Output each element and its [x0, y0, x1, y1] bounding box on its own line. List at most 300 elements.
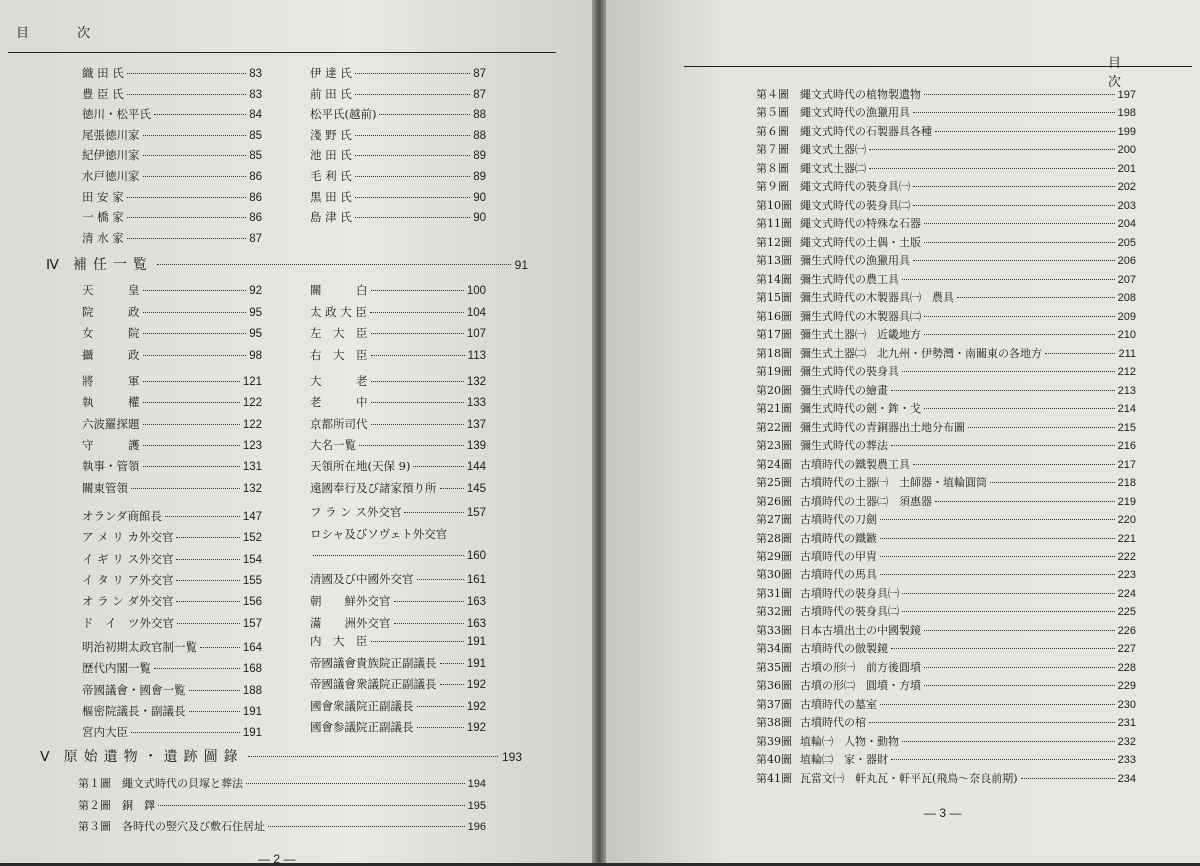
right-figure-entry — [756, 291, 1136, 305]
figure-number: 第８圖 — [756, 161, 789, 175]
col1-entry — [82, 704, 262, 719]
leader-dots — [1021, 778, 1115, 779]
leader-dots — [968, 427, 1115, 428]
entry-label: オランダ商館長 — [82, 509, 163, 523]
entry-page: 83 — [249, 88, 262, 101]
right-header: 目 次 — [1108, 56, 1144, 90]
leader-dots — [143, 424, 240, 425]
figure-title: 彌生式土器㈠ 近畿地方 — [800, 328, 921, 342]
right-figure-entry — [756, 624, 1136, 638]
figure-page: 208 — [1117, 292, 1136, 305]
entry-label: 伊 達 氏 — [310, 66, 352, 80]
leader-dots — [131, 488, 240, 489]
col1-entry — [82, 417, 262, 432]
figure-title: 繩文式土器㈠ — [800, 143, 866, 157]
col1-entry — [82, 459, 262, 474]
leader-dots — [957, 297, 1115, 298]
leader-dots — [1045, 353, 1115, 354]
col1-entry — [82, 438, 262, 453]
figure-title: 彌生式時代の木製器具㈠ 農具 — [800, 291, 954, 305]
figure-page: 202 — [1117, 181, 1136, 194]
figure-title: 彌生式時代の繪畫 — [800, 383, 888, 397]
figure-number: 第15圖 — [756, 291, 792, 305]
right-figure-entry — [756, 162, 1136, 176]
entry-page: 191 — [466, 636, 486, 648]
leader-dots — [154, 668, 240, 669]
entry-label: イ タ リ ア外交官 — [82, 572, 174, 587]
leader-dots — [371, 381, 464, 382]
right-figure-entry — [756, 679, 1136, 693]
leader-dots — [924, 223, 1115, 224]
entry-page: 154 — [242, 553, 262, 566]
figure-title: 繩文式時代の土偶・土版 — [800, 235, 921, 249]
leader-dots — [158, 805, 465, 806]
leader-dots — [359, 445, 464, 446]
entry-page: 88 — [473, 109, 486, 122]
leader-dots — [440, 488, 464, 489]
right-figure-entry — [756, 125, 1136, 139]
figure-number: 第９圖 — [756, 180, 789, 194]
entry-label: 滿 洲外交官 — [310, 616, 391, 630]
section-page: 193 — [501, 750, 522, 764]
col1-entry — [82, 661, 262, 676]
figure-title: 彌生式時代の劍・鉾・戈 — [800, 402, 921, 416]
col2-entry — [310, 395, 486, 410]
right-figure-entry — [756, 735, 1136, 749]
entry-label: イ ギ リ ス外交官 — [82, 551, 174, 566]
entry-page: 157 — [466, 507, 486, 519]
figure-number: 第34圖 — [756, 642, 792, 656]
right-figure-entry — [756, 458, 1136, 472]
figure-title: 古墳時代の裝身具㈡ — [800, 605, 899, 619]
entry-label: 一 橋 家 — [82, 210, 124, 225]
figure-number: 第29圖 — [756, 550, 792, 563]
entry-label: 大 老 — [310, 374, 368, 388]
right-figure-entry — [756, 568, 1136, 582]
leader-dots — [440, 663, 464, 664]
figure-page: 223 — [1117, 569, 1136, 582]
col1-entry — [82, 231, 262, 246]
col1-entry — [82, 552, 262, 567]
col2-entry — [310, 326, 486, 341]
leader-dots — [902, 741, 1115, 742]
leader-dots — [417, 727, 464, 728]
figure-page: 196 — [467, 821, 486, 834]
entry-page: 121 — [242, 376, 262, 388]
leader-dots — [924, 667, 1115, 668]
right-figure-entry — [756, 106, 1136, 120]
entry-label: 松平氏(越前) — [310, 107, 377, 122]
leader-dots — [143, 135, 247, 136]
col2-entry — [310, 417, 486, 432]
figure-number: 第13圖 — [756, 254, 792, 268]
leader-dots — [371, 424, 464, 425]
entry-page: 122 — [242, 418, 262, 431]
col1-entry — [82, 326, 262, 341]
leader-dots — [143, 333, 247, 334]
figure-page: 203 — [1117, 199, 1136, 212]
right-figure-entry — [756, 605, 1136, 619]
entry-label: 紀伊徳川家 — [82, 148, 140, 163]
figure-title: 彌生式時代の青銅器出土地分布圖 — [800, 420, 965, 434]
figure-title: 埴輪㈠ 人物・動物 — [800, 734, 899, 748]
figure-page: 204 — [1117, 218, 1136, 231]
leader-dots — [176, 559, 239, 560]
figure-title: 彌生式時代の木製器具㈡ — [800, 309, 921, 323]
right-figure-entry — [756, 88, 1136, 102]
entry-page: 192 — [466, 700, 486, 713]
leader-dots — [913, 260, 1115, 261]
col2-entry — [310, 616, 486, 631]
figure-number: 第30圖 — [756, 568, 792, 582]
figure-page: 224 — [1117, 587, 1136, 600]
entry-page: 87 — [473, 68, 486, 80]
entry-label: 毛 利 氏 — [310, 169, 352, 183]
figure-title: 繩文式土器㈡ — [800, 161, 866, 175]
leader-dots — [154, 114, 246, 115]
entry-label: フ ラ ン ス外交官 — [310, 505, 402, 519]
figure-page: 209 — [1117, 310, 1136, 323]
col2-entry — [310, 656, 486, 671]
entry-label: 女 院 — [82, 326, 140, 341]
entry-page: 157 — [242, 617, 262, 630]
entry-label: ロシャ及びソヴェト外交官 — [310, 527, 448, 542]
leader-dots — [127, 73, 246, 74]
right-figure-entry — [756, 513, 1136, 527]
leader-dots — [143, 402, 240, 403]
right-figure-entry — [756, 753, 1136, 767]
col1-entry — [82, 573, 262, 588]
entry-label: 帝國議會衆議院正副議長 — [310, 677, 437, 692]
leader-dots — [143, 312, 247, 313]
leader-dots — [880, 704, 1115, 705]
leader-dots — [379, 114, 470, 115]
entry-label: 國會参議院正副議長 — [310, 720, 414, 735]
col2-entry — [310, 699, 486, 714]
entry-label: 田 安 家 — [82, 189, 124, 204]
col1-entry — [82, 348, 262, 363]
figure-number: 第20圖 — [756, 383, 792, 397]
entry-page: 155 — [242, 574, 262, 587]
figure-number: 第28圖 — [756, 531, 792, 545]
section-title: 原始遺物・遺跡圖錄 — [63, 749, 244, 765]
entry-label: 前 田 氏 — [310, 86, 352, 101]
col1-entry — [82, 530, 262, 545]
col1-entry — [82, 283, 262, 298]
entry-page: 188 — [242, 684, 262, 697]
figure-number: 第７圖 — [756, 143, 789, 157]
figure-number: 第４圖 — [756, 88, 789, 101]
col1-entry — [82, 481, 262, 496]
figure-page: 199 — [1117, 125, 1136, 138]
entry-page: 133 — [466, 397, 486, 410]
entry-page: 131 — [242, 461, 262, 474]
right-figure-entry — [756, 310, 1136, 324]
col1-entry — [82, 683, 262, 698]
entry-label: 關 白 — [310, 283, 368, 297]
leader-dots — [268, 826, 465, 827]
figure-page: 197 — [1117, 89, 1136, 101]
right-figure-entry — [756, 402, 1136, 416]
figure-page: 228 — [1117, 661, 1136, 674]
right-figure-entry — [756, 143, 1136, 157]
figure-page: 230 — [1117, 698, 1136, 711]
leader-dots — [913, 186, 1115, 187]
entry-page: 100 — [466, 285, 486, 297]
section-number: Ⅴ — [40, 750, 50, 765]
leader-dots — [869, 149, 1115, 150]
col1-entry — [82, 594, 262, 609]
left-header-rule — [8, 52, 556, 53]
col2-entry — [310, 128, 486, 143]
figure-number: 第６圖 — [756, 124, 789, 138]
figure-page: 214 — [1117, 403, 1136, 416]
entry-label: 清國及び中國外交官 — [310, 571, 414, 586]
left-figure-entry — [78, 799, 486, 813]
leader-dots — [924, 94, 1115, 95]
figure-number: 第22圖 — [756, 420, 792, 434]
entry-page: 160 — [466, 550, 486, 563]
leader-dots — [404, 512, 463, 513]
entry-page: 87 — [473, 88, 486, 101]
section-5-heading — [40, 746, 522, 766]
leader-dots — [143, 466, 240, 467]
right-page-number: — 3 — — [924, 806, 962, 820]
figure-page: 232 — [1117, 735, 1136, 748]
col2-entry — [310, 594, 486, 609]
entry-page: 144 — [466, 461, 486, 474]
leader-dots — [913, 112, 1115, 113]
col2-entry — [310, 438, 486, 453]
leader-dots — [189, 690, 240, 691]
figure-number: 第37圖 — [756, 697, 792, 711]
leader-dots — [246, 783, 465, 784]
col2-entry — [310, 66, 486, 81]
figure-number: 第３圖 — [78, 820, 111, 834]
leader-dots — [924, 685, 1115, 686]
entry-label: 遠國奉行及び諸家預り所 — [310, 480, 437, 495]
col2-entry — [310, 107, 486, 122]
figure-page: 212 — [1117, 366, 1136, 379]
entry-page: 192 — [466, 679, 486, 692]
figure-number: 第38圖 — [756, 716, 792, 730]
entry-label: 水戸徳川家 — [82, 169, 140, 183]
leader-dots — [248, 756, 498, 757]
leader-dots — [355, 197, 470, 198]
leader-dots — [371, 402, 464, 403]
entry-label: 守 護 — [82, 437, 140, 452]
entry-page: 163 — [466, 618, 486, 630]
col2-entry — [310, 148, 486, 163]
entry-page: 122 — [242, 397, 262, 410]
figure-title: 古墳の形㈠ 前方後圓墳 — [800, 660, 921, 674]
col2-entry — [310, 190, 486, 205]
right-figure-entry — [756, 328, 1136, 342]
right-figure-entry — [756, 495, 1136, 509]
col2-entry — [310, 169, 486, 184]
entry-label: ア メ リ カ外交官 — [82, 530, 174, 545]
figure-title: 埴輪㈡ 家・器財 — [800, 753, 888, 767]
leader-dots — [924, 316, 1115, 317]
figure-title: 繩文式時代の裝身具㈠ — [800, 180, 910, 194]
entry-page: 132 — [242, 482, 262, 495]
figure-number: 第18圖 — [756, 346, 792, 360]
col1-entry — [82, 128, 262, 143]
left-header: 目 次 — [16, 26, 113, 41]
leader-dots — [413, 466, 463, 467]
col1-entry — [82, 725, 262, 740]
leader-dots — [394, 601, 464, 602]
right-figure-entry — [756, 199, 1136, 213]
entry-page: 92 — [249, 285, 262, 297]
entry-label: 國會衆議院正副議長 — [310, 698, 414, 713]
right-figure-entry — [756, 421, 1136, 435]
figure-title: 繩文式時代の貝塚と葬法 — [122, 777, 243, 790]
col1-entry — [82, 640, 262, 655]
figure-title: 彌生式時代の農工具 — [800, 272, 899, 286]
entry-label: オ ラ ン ダ外交官 — [82, 594, 174, 609]
figure-number: 第25圖 — [756, 476, 792, 490]
col1-entry — [82, 66, 262, 81]
col2-entry — [310, 87, 486, 102]
figure-page: 229 — [1117, 680, 1136, 693]
left-figure-entry — [78, 777, 486, 791]
figure-page: 207 — [1117, 273, 1136, 286]
figure-number: 第12圖 — [756, 235, 792, 249]
figure-page: 213 — [1117, 384, 1136, 397]
col2-entry — [310, 305, 486, 320]
entry-page: 191 — [242, 727, 262, 740]
figure-title: 繩文式時代の石製器具各種 — [800, 124, 932, 138]
right-figure-entry — [756, 254, 1136, 268]
figure-number: 第33圖 — [756, 623, 792, 637]
entry-label: 左 大 臣 — [310, 326, 368, 341]
entry-page: 87 — [249, 232, 262, 245]
leader-dots — [165, 516, 240, 517]
figure-title: 古墳時代の裝身具㈠ — [800, 586, 899, 600]
leader-dots — [990, 482, 1115, 483]
entry-label: 宮内大臣 — [82, 725, 128, 740]
entry-page: 137 — [466, 418, 486, 431]
figure-number: 第36圖 — [756, 679, 792, 693]
left-figure-entry — [78, 820, 486, 834]
entry-label: 院 政 — [82, 304, 140, 319]
figure-number: 第27圖 — [756, 513, 792, 527]
leader-dots — [143, 355, 247, 356]
leader-dots — [143, 381, 240, 382]
leader-dots — [891, 759, 1115, 760]
figure-title: 古墳時代の鐵製農工具 — [800, 457, 910, 471]
entry-label: 織 田 氏 — [82, 66, 124, 80]
entry-page: 139 — [466, 439, 486, 452]
entry-label: 池 田 氏 — [310, 148, 352, 163]
entry-label: 内 大 臣 — [310, 634, 368, 648]
entry-page: 104 — [466, 306, 486, 319]
entry-label: 島 津 氏 — [310, 210, 352, 225]
section-page: 91 — [514, 258, 528, 272]
figure-page: 211 — [1118, 347, 1136, 360]
entry-label: 執 權 — [82, 395, 140, 410]
entry-page: 107 — [466, 328, 486, 341]
figure-page: 217 — [1117, 458, 1136, 471]
entry-page: 85 — [249, 150, 262, 163]
leader-dots — [913, 205, 1115, 206]
col1-entry — [82, 169, 262, 184]
right-figure-entry — [756, 642, 1136, 656]
entry-label: ド イ ツ外交官 — [82, 615, 174, 630]
col2-entry — [310, 634, 486, 649]
figure-page: 200 — [1117, 144, 1136, 157]
col2-entry — [310, 549, 486, 563]
right-figure-entry — [756, 532, 1136, 546]
figure-number: 第26圖 — [756, 494, 792, 508]
entry-page: 86 — [249, 171, 262, 183]
entry-page: 161 — [466, 573, 486, 586]
entry-page: 83 — [249, 68, 262, 80]
figure-title: 彌生式時代の裝身具 — [800, 365, 899, 379]
col2-entry — [310, 720, 486, 735]
right-figure-entry — [756, 661, 1136, 675]
figure-page: 227 — [1117, 643, 1136, 656]
figure-page: 215 — [1117, 421, 1136, 434]
book-gutter — [592, 0, 606, 863]
right-figure-entry — [756, 716, 1136, 730]
entry-page: 191 — [242, 705, 262, 718]
figure-title: 銅 鐸 — [122, 798, 155, 812]
figure-page: 233 — [1117, 754, 1136, 767]
entry-label: 徳川・松平氏 — [82, 107, 151, 122]
right-figure-entry — [756, 384, 1136, 398]
leader-dots — [417, 706, 464, 707]
leader-dots — [313, 555, 464, 556]
right-figure-entry — [756, 347, 1136, 361]
leader-dots — [869, 168, 1115, 169]
leader-dots — [935, 501, 1115, 502]
figure-title: 古墳時代の馬具 — [800, 568, 877, 582]
leader-dots — [127, 217, 246, 218]
entry-page: 88 — [473, 129, 486, 142]
right-figure-entry — [756, 550, 1136, 564]
entry-page: 152 — [242, 532, 262, 545]
entry-page: 132 — [466, 376, 486, 388]
leader-dots — [880, 519, 1115, 520]
entry-page: 89 — [473, 150, 486, 163]
figure-title: 古墳時代の刀劍 — [800, 513, 877, 527]
col1-entry — [82, 305, 262, 320]
entry-page: 145 — [466, 482, 486, 495]
col1-entry — [82, 190, 262, 205]
col2-entry — [310, 210, 486, 225]
figure-page: 194 — [467, 778, 486, 790]
leader-dots — [131, 732, 240, 733]
entry-page: 168 — [242, 663, 262, 676]
entry-label: 天 皇 — [82, 283, 140, 297]
leader-dots — [924, 408, 1115, 409]
entry-label: 明治初期太政官制一覧 — [82, 640, 197, 654]
entry-page: 147 — [242, 511, 262, 523]
entry-page: 164 — [242, 642, 262, 654]
entry-label: 豊 臣 氏 — [82, 86, 124, 101]
figure-page: 195 — [467, 799, 486, 812]
leader-dots — [924, 334, 1115, 335]
left-page — [0, 0, 592, 866]
figure-number: 第23圖 — [756, 439, 792, 453]
leader-dots — [371, 333, 464, 334]
figure-number: 第２圖 — [78, 798, 111, 812]
right-page — [606, 0, 1200, 863]
col2-entry — [310, 572, 486, 587]
entry-label: 天領所在地(天保 9) — [310, 459, 411, 474]
